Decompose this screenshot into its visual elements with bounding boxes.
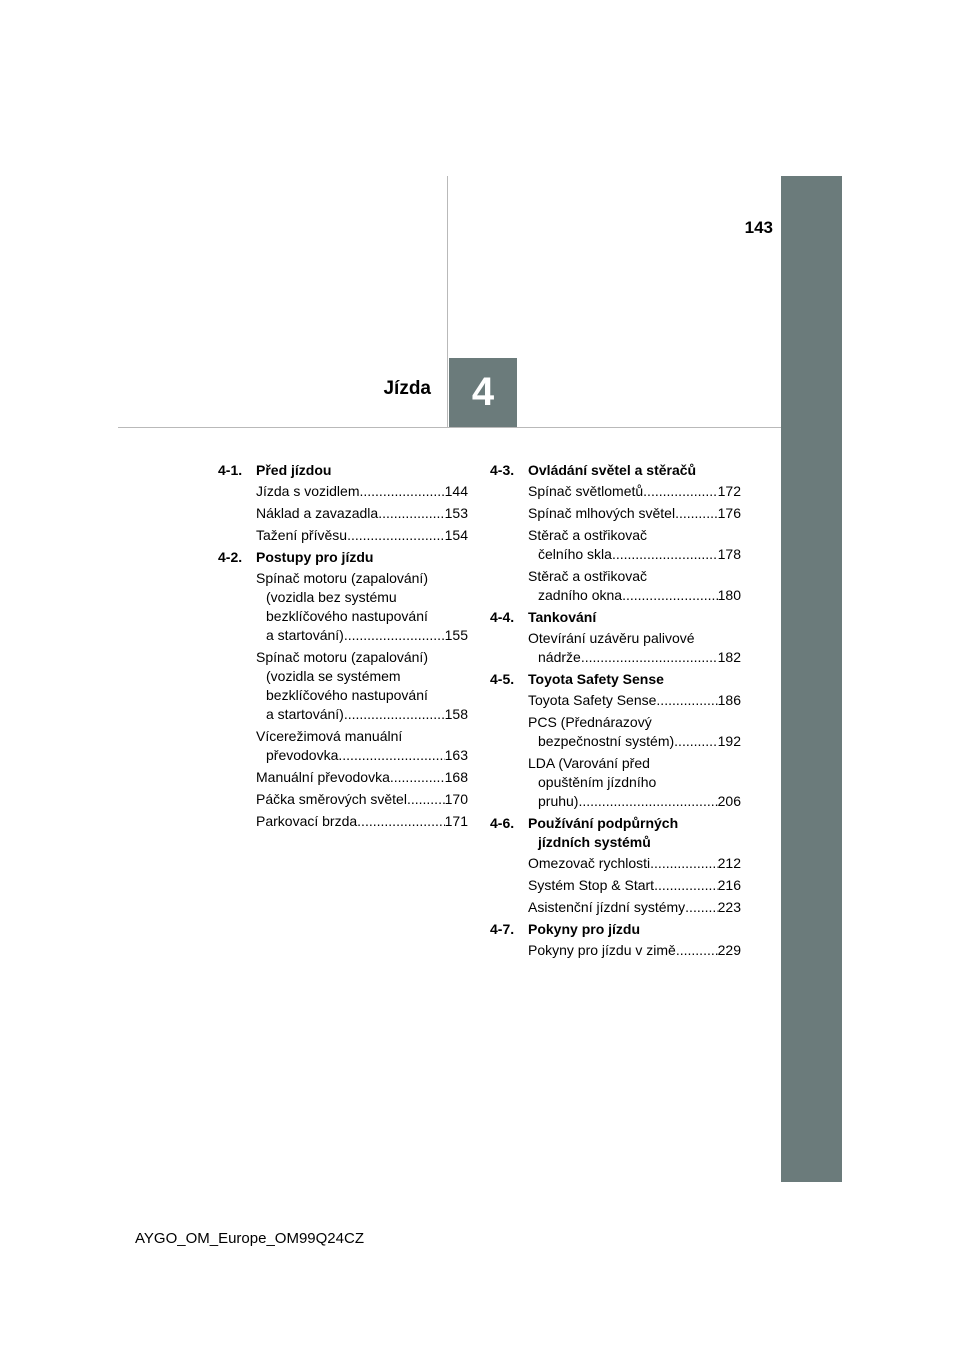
entry-page-number: 229 bbox=[717, 942, 741, 958]
toc-entry[interactable] bbox=[528, 754, 741, 811]
entry-text-line: (vozidla se systémem bbox=[266, 668, 401, 684]
section-number: 4-3. bbox=[490, 462, 515, 478]
toc-column-left bbox=[218, 458, 468, 831]
entry-title: Tažení přívěsu bbox=[256, 527, 348, 543]
section-heading bbox=[490, 670, 741, 689]
entry-page-number: 155 bbox=[444, 627, 468, 643]
toc-entry[interactable] bbox=[256, 768, 468, 787]
dot-leader bbox=[656, 691, 717, 710]
entry-page-number: 171 bbox=[444, 813, 468, 829]
toc-entry[interactable] bbox=[528, 876, 741, 895]
entry-page-number: 180 bbox=[717, 587, 741, 603]
vertical-rule bbox=[447, 176, 448, 428]
toc-entry[interactable] bbox=[528, 898, 741, 917]
entry-page-number: 163 bbox=[444, 747, 468, 763]
toc-section bbox=[218, 461, 468, 545]
toc-entry[interactable] bbox=[528, 526, 741, 564]
entry-page-number: 223 bbox=[717, 899, 741, 915]
entry-last-line bbox=[256, 812, 468, 831]
section-title: Toyota Safety Sense bbox=[528, 671, 664, 687]
entry-title: a startování) bbox=[266, 706, 344, 722]
entry-last-line bbox=[528, 732, 741, 751]
dot-leader bbox=[344, 626, 445, 645]
entry-last-line bbox=[528, 792, 741, 811]
entry-last-line bbox=[528, 876, 741, 895]
entry-last-line bbox=[256, 482, 468, 501]
entry-title: Manuální převodovka bbox=[256, 769, 390, 785]
entry-text-line: Otevírání uzávěru palivové bbox=[528, 630, 695, 646]
toc-entry[interactable] bbox=[528, 691, 741, 710]
entry-text-line: Stěrač a ostřikovač bbox=[528, 568, 648, 584]
entry-title: Jízda s vozidlem bbox=[256, 483, 360, 499]
entry-last-line bbox=[528, 898, 741, 917]
toc-entry[interactable] bbox=[528, 629, 741, 667]
section-number: 4-5. bbox=[490, 671, 515, 687]
entry-page-number: 144 bbox=[444, 483, 468, 499]
section-title: Tankování bbox=[528, 609, 597, 625]
section-title: Pokyny pro jízdu bbox=[528, 921, 641, 937]
chapter-sidebar-tab bbox=[781, 176, 842, 1182]
entry-text-line: Vícerežimová manuální bbox=[256, 728, 403, 744]
dot-leader bbox=[581, 648, 718, 667]
entry-last-line bbox=[528, 941, 741, 960]
section-heading bbox=[490, 920, 741, 939]
dot-leader bbox=[612, 545, 718, 564]
entry-page-number: 172 bbox=[717, 483, 741, 499]
section-number: 4-6. bbox=[490, 815, 515, 831]
section-number: 4-4. bbox=[490, 609, 515, 625]
toc-entry[interactable] bbox=[256, 790, 468, 809]
dot-leader bbox=[654, 876, 718, 895]
entry-last-line bbox=[256, 626, 468, 645]
toc-entry[interactable] bbox=[256, 812, 468, 831]
section-heading bbox=[490, 461, 741, 480]
dot-leader bbox=[685, 898, 717, 917]
entry-last-line bbox=[256, 504, 468, 523]
entry-title: Spínač světlometů bbox=[528, 483, 644, 499]
entry-page-number: 212 bbox=[717, 855, 741, 871]
entry-page-number: 178 bbox=[717, 546, 741, 562]
entry-text-line: PCS (Přednárazový bbox=[528, 714, 652, 730]
entry-title: bezpečnostní systém) bbox=[538, 733, 675, 749]
dot-leader bbox=[338, 746, 444, 765]
entry-last-line bbox=[256, 705, 468, 724]
section-title-continued: jízdních systémů bbox=[538, 834, 651, 850]
toc-entry[interactable] bbox=[256, 569, 468, 645]
toc-entry[interactable] bbox=[256, 482, 468, 501]
toc-entry[interactable] bbox=[528, 567, 741, 605]
entry-last-line bbox=[256, 746, 468, 765]
entry-last-line bbox=[528, 691, 741, 710]
entry-title: Pokyny pro jízdu v zimě bbox=[528, 942, 676, 958]
entry-page-number: 154 bbox=[444, 527, 468, 543]
toc-entry[interactable] bbox=[528, 854, 741, 873]
toc-column-right bbox=[490, 458, 741, 960]
dot-leader bbox=[643, 482, 717, 501]
entry-text-line: opuštěním jízdního bbox=[538, 774, 657, 790]
entry-page-number: 192 bbox=[717, 733, 741, 749]
page-number: 143 bbox=[744, 218, 773, 237]
dot-leader bbox=[344, 705, 445, 724]
entry-page-number: 176 bbox=[717, 505, 741, 521]
section-title: Před jízdou bbox=[256, 462, 332, 478]
toc-entry[interactable] bbox=[528, 713, 741, 751]
dot-leader bbox=[407, 790, 445, 809]
entry-page-number: 182 bbox=[717, 649, 741, 665]
dot-leader bbox=[674, 732, 717, 751]
entry-title: Páčka směrových světel bbox=[256, 791, 407, 807]
section-number: 4-2. bbox=[218, 549, 243, 565]
entry-text-line: Spínač motoru (zapalování) bbox=[256, 649, 428, 665]
dot-leader bbox=[675, 504, 718, 523]
entry-page-number: 158 bbox=[444, 706, 468, 722]
section-number: 4-1. bbox=[218, 462, 243, 478]
entry-last-line bbox=[528, 854, 741, 873]
entry-title: Parkovací brzda bbox=[256, 813, 358, 829]
entry-page-number: 186 bbox=[717, 692, 741, 708]
entry-title: Asistenční jízdní systémy bbox=[528, 899, 686, 915]
toc-entry[interactable] bbox=[528, 941, 741, 960]
entry-title: pruhu) bbox=[538, 793, 579, 809]
toc-entry[interactable] bbox=[256, 526, 468, 545]
chapter-title: Jízda bbox=[383, 378, 431, 399]
section-number: 4-7. bbox=[490, 921, 515, 937]
chapter-number-box: 4 bbox=[449, 358, 517, 427]
entry-title: Toyota Safety Sense bbox=[528, 692, 657, 708]
entry-title: Náklad a zavazadla bbox=[256, 505, 379, 521]
entry-title: Omezovač rychlosti bbox=[528, 855, 651, 871]
entry-page-number: 216 bbox=[717, 877, 741, 893]
toc-section bbox=[490, 920, 741, 960]
section-heading bbox=[490, 608, 741, 627]
dot-leader bbox=[347, 526, 445, 545]
toc-entry[interactable] bbox=[528, 504, 741, 523]
entry-title: a startování) bbox=[266, 627, 344, 643]
entry-last-line bbox=[256, 526, 468, 545]
toc-entry[interactable] bbox=[256, 648, 468, 724]
toc-section bbox=[490, 461, 741, 605]
toc-entry[interactable] bbox=[256, 727, 468, 765]
dot-leader bbox=[650, 854, 717, 873]
section-heading bbox=[218, 461, 468, 480]
entry-title: nádrže bbox=[538, 649, 581, 665]
dot-leader bbox=[622, 586, 718, 605]
entry-text-line: bezklíčového nastupování bbox=[266, 608, 428, 624]
entry-text-line: LDA (Varování před bbox=[528, 755, 650, 771]
entry-title: zadního okna bbox=[538, 587, 623, 603]
toc-entry[interactable] bbox=[528, 482, 741, 501]
entry-last-line bbox=[528, 504, 741, 523]
entry-last-line bbox=[256, 768, 468, 787]
entry-last-line bbox=[256, 790, 468, 809]
section-heading bbox=[218, 548, 468, 567]
entry-title: převodovka bbox=[266, 747, 339, 763]
dot-leader bbox=[390, 768, 445, 787]
section-title: Ovládání světel a stěračů bbox=[528, 462, 697, 478]
horizontal-rule bbox=[118, 427, 781, 428]
entry-text-line: (vozidla bez systému bbox=[266, 589, 397, 605]
entry-title: Systém Stop & Start bbox=[528, 877, 655, 893]
dot-leader bbox=[676, 941, 718, 960]
entry-page-number: 206 bbox=[717, 793, 741, 809]
dot-leader bbox=[357, 812, 444, 831]
document-footer: AYGO_OM_Europe_OM99Q24CZ bbox=[135, 1230, 364, 1247]
entry-page-number: 168 bbox=[444, 769, 468, 785]
dot-leader bbox=[359, 482, 444, 501]
section-heading bbox=[490, 814, 741, 852]
entry-text-line: bezklíčového nastupování bbox=[266, 687, 428, 703]
toc-section bbox=[218, 548, 468, 831]
entry-last-line bbox=[528, 586, 741, 605]
dot-leader bbox=[378, 504, 444, 523]
section-title: Používání podpůrných bbox=[528, 815, 679, 831]
entry-text-line: Spínač motoru (zapalování) bbox=[256, 570, 428, 586]
entry-page-number: 153 bbox=[444, 505, 468, 521]
entry-last-line bbox=[528, 648, 741, 667]
section-title: Postupy pro jízdu bbox=[256, 549, 374, 565]
toc-section bbox=[490, 670, 741, 811]
entry-title: čelního skla bbox=[538, 546, 612, 562]
entry-text-line: Stěrač a ostřikovač bbox=[528, 527, 648, 543]
entry-last-line bbox=[528, 545, 741, 564]
entry-page-number: 170 bbox=[444, 791, 468, 807]
entry-last-line bbox=[528, 482, 741, 501]
toc-section bbox=[490, 814, 741, 917]
entry-title: Spínač mlhových světel bbox=[528, 505, 676, 521]
dot-leader bbox=[578, 792, 717, 811]
toc-section bbox=[490, 608, 741, 667]
toc-entry[interactable] bbox=[256, 504, 468, 523]
